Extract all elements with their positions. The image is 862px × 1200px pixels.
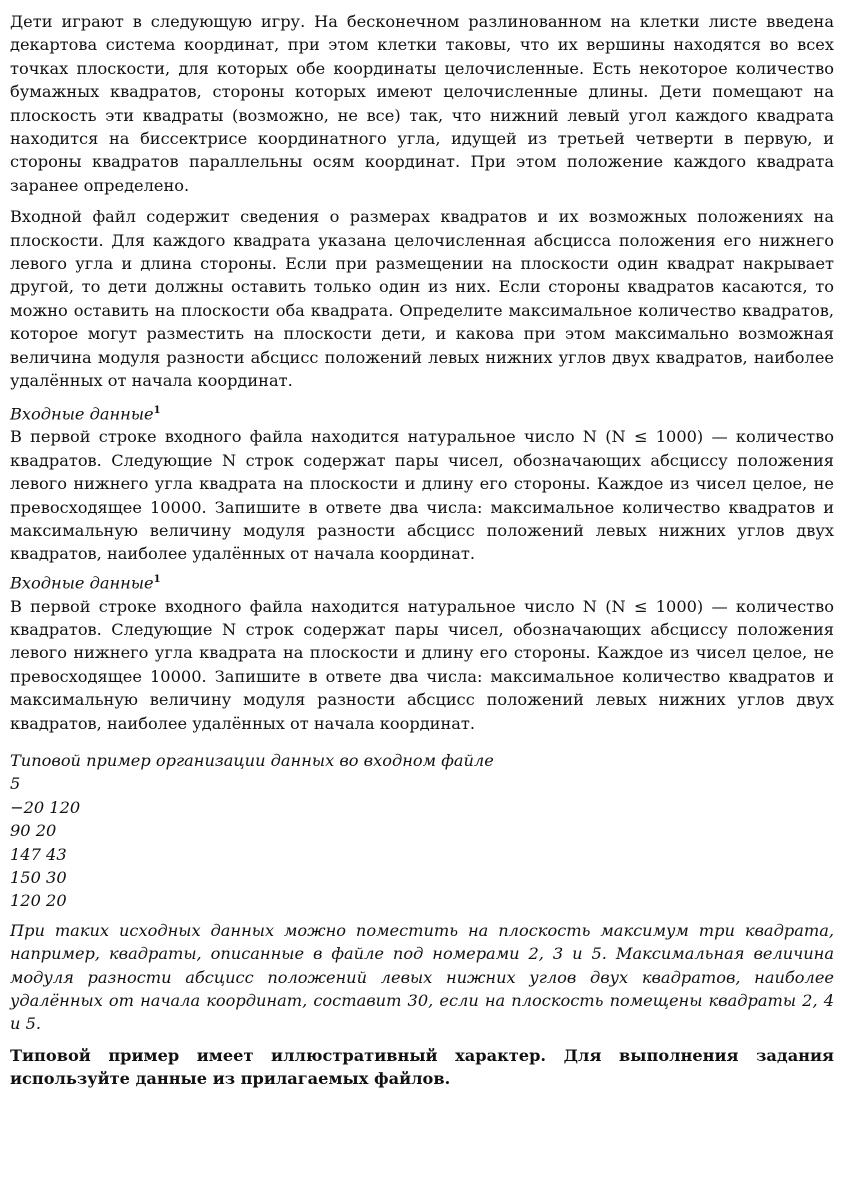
example-line: 90 20 bbox=[10, 821, 57, 841]
example-line: 147 43 bbox=[10, 844, 67, 864]
example-data-lines bbox=[10, 772, 834, 912]
example-line: 150 30 bbox=[10, 868, 67, 887]
footnote-marker: 1 bbox=[153, 404, 161, 416]
input-description-duplicate: В первой строке входного файла находится натуральное число N (N ≤ 1000) — количество квадратов. Следующие N строк содержат пары чисел, обозначающих абсциссу положения левого нижнего угла квадрата на плоскости и длину его стороны. Каждое из чисел целое, не превосходящее 10000. Запишите в ответе два числа: максимальное количество квадратов и максимальную величину модуля разности абсцисс положений левых нижних углов двух квадратов, наиболее удалённых от начала координат. bbox=[10, 596, 834, 733]
input-heading-duplicate-text: Входные данные bbox=[10, 573, 154, 593]
intro-paragraph: Дети играют в следующую игру. На бесконечном разлинованном на клетки листе введена декартова система координат, при этом клетки таковы, что их вершины находятся во всех точках плоскости, для которых обе координаты целочисленные. Есть некоторое количество бумажных квадратов, стороны которых имеют целочисленные длины. Дети помещают на плоскость эти квадраты (возможно, не все) так, что нижний левый угол каждого квадрата находится на биссектрисе координатного угла, идущей из третьей четверти в первую, и стороны квадратов параллельны осям координат. При этом положение каждого квадрата заранее определено. bbox=[10, 12, 834, 195]
example-line: −20 120 bbox=[10, 797, 81, 817]
input-section-duplicate bbox=[10, 568, 834, 735]
example-line: 5 bbox=[10, 774, 21, 794]
example-line: 120 20 bbox=[10, 891, 67, 911]
bold-note: Типовой пример имеет иллюстративный характер. Для выполнения задания используйте данные из прилагаемых файлов. bbox=[10, 1045, 834, 1089]
input-heading-duplicate bbox=[10, 568, 834, 595]
example-explanation: При таких исходных данных можно поместить на плоскость максимум три квадрата, например, квадраты, описанные в файле под номерами 2, 3 и 5. Максимальная величина модуля разности абсцисс положений левых нижних углов двух квадратов, наиболее удалённых от начала координат, составит 30, если на плоскость помещены квадраты 2, 4 и 5. bbox=[10, 920, 834, 1034]
task-paragraph: Входной файл содержит сведения о размерах квадратов и их возможных положениях на плоскости. Для каждого квадрата указана целочисленная абсцисса положения его нижнего левого угла и длина стороны. Если при размещении на плоскости один квадрат накрывает другой, то дети должны оставить только один из них. Если стороны квадратов касаются, то можно оставить на плоскости оба квадрата. Определите максимальное количество квадратов, которое могут разместить на плоскости дети, и какова при этом максимально возможная величина модуля разности абсцисс положений левых нижних углов двух квадратов, наиболее удалённых от начала координат. bbox=[10, 207, 834, 391]
input-heading bbox=[10, 399, 834, 426]
input-heading-text: Входные данные bbox=[10, 403, 154, 423]
input-description: В первой строке входного файла находится натуральное число N (N ≤ 1000) — количество квадратов. Следующие N строк содержат пары чисел, обозначающих абсциссу положения левого нижнего угла квадрата на плоскости и длину его стороны. Каждое из чисел целое, не превосходящее 10000. Запишите в ответе два числа: максимальное количество квадратов и максимальную величину модуля разности абсцисс положений левых нижних углов двух квадратов, наиболее удалённых от начала координат. bbox=[10, 427, 834, 564]
input-section bbox=[10, 399, 834, 566]
example-title: Типовой пример организации данных во входном файле bbox=[10, 750, 494, 770]
footnote-marker-duplicate: 1 bbox=[153, 573, 161, 585]
document-page bbox=[10, 10, 834, 1091]
